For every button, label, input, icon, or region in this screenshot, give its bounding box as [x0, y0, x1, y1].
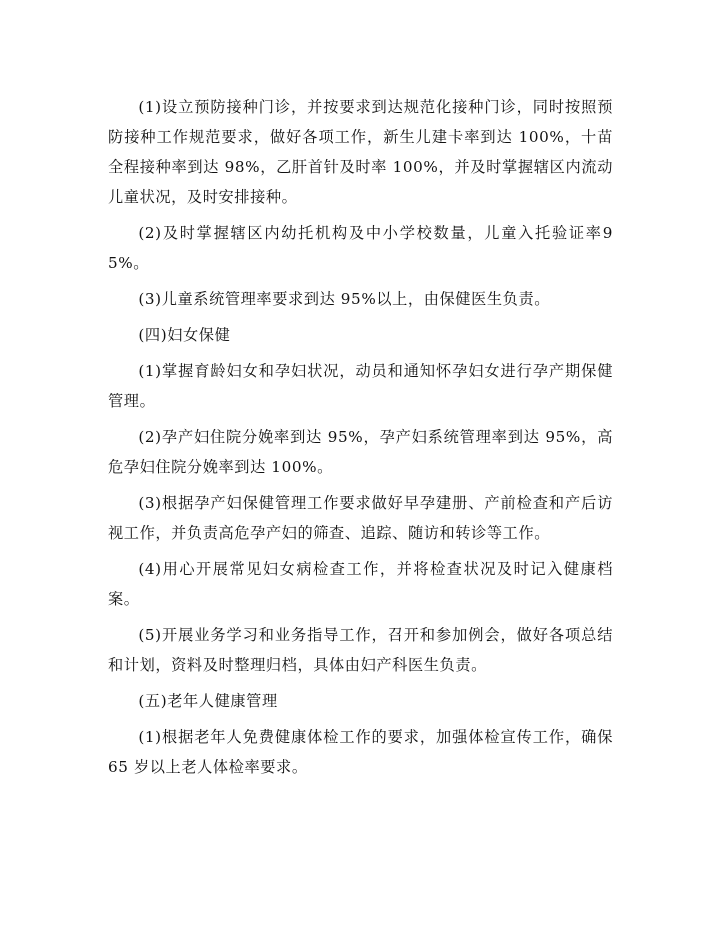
section-heading-elderly-health: (五)老年人健康管理: [138, 692, 278, 710]
document-body: [108, 92, 613, 782]
paragraph-child-vaccination: (1)设立预防接种门诊，并按要求到达规范化接种门诊，同时按照预防接种工作规范要求，做好各项工作，新生儿建卡率到达 100%，十苗全程接种率到达 98%，乙肝首针及时率 100%，并及时掌握辖区内流动儿童状况，及时安排接种。: [108, 98, 613, 206]
paragraph-kindergarten-verification: (2)及时掌握辖区内幼托机构及中小学校数量，儿童入托验证率95%。: [108, 224, 613, 272]
paragraph-gynecological-exam: (4)用心开展常见妇女病检查工作，并将检查状况及时记入健康档案。: [108, 560, 613, 608]
paragraph-prenatal-postnatal-care: (3)根据孕产妇保健管理工作要求做好早孕建册、产前检查和产后访视工作，并负责高危孕产妇的筛查、追踪、随访和转诊等工作。: [108, 494, 613, 542]
paragraph-child-management-rate: (3)儿童系统管理率要求到达 95%以上，由保健医生负责。: [138, 290, 551, 308]
paragraph-elderly-checkup: (1)根据老年人免费健康体检工作的要求，加强体检宣传工作，确保 65 岁以上老人体检率要求。: [108, 728, 613, 776]
paragraph-training-and-archiving: (5)开展业务学习和业务指导工作，召开和参加例会，做好各项总结和计划，资料及时整理归档，具体由妇产科医生负责。: [108, 626, 613, 674]
paragraph-hospital-delivery-rate: (2)孕产妇住院分娩率到达 95%，孕产妇系统管理率到达 95%，高危孕妇住院分娩率到达 100%。: [108, 428, 613, 476]
section-heading-women-health: (四)妇女保健: [138, 326, 231, 344]
paragraph-pregnancy-management: (1)掌握育龄妇女和孕妇状况，动员和通知怀孕妇女进行孕产期保健管理。: [108, 362, 613, 410]
